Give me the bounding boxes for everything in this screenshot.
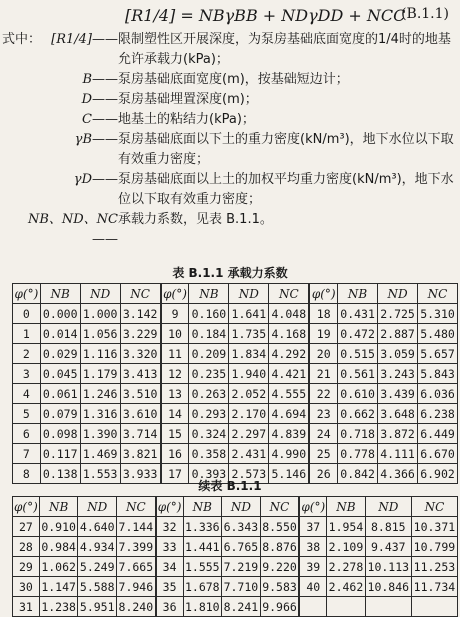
bearing-capacity-table-continued [12,496,458,617]
definition-text: 泵房基础埋置深度(m)； [118,92,258,107]
table-cell: 2.573 [229,464,269,484]
table-cell: 4.111 [378,444,418,464]
table-cell: 1.735 [229,324,269,344]
table-cell: 0.293 [189,404,229,424]
column-header: φ(°) [13,284,41,304]
table-cell: 5.951 [78,597,117,617]
table-cell: 4.990 [269,444,310,464]
table-cell: 30 [13,577,40,597]
column-header: ND [378,284,418,304]
column-header: NB [338,284,378,304]
table-cell: 0.045 [40,364,80,384]
table-cell: 0.358 [189,444,229,464]
column-header: NB [327,497,366,517]
table-cell: 18 [309,304,337,324]
table-cell: 0.235 [189,364,229,384]
table-cell: 0.029 [40,344,80,364]
table-cell: 1.147 [39,577,78,597]
bearing-capacity-table [12,283,458,484]
table-cell: 3.142 [120,304,161,324]
table-cell: 3.320 [120,344,161,364]
table-cell: 1.316 [80,404,120,424]
table-cell: 3.714 [120,424,161,444]
definition-gamma-b [2,130,458,170]
table-cell: 0.431 [338,304,378,324]
column-header: NC [120,284,161,304]
table-cell: 8 [13,464,41,484]
formula-text: [R1/4] = NBγBB + NDγDD + NCC [125,6,406,25]
column-header: ND [222,497,261,517]
table-cell: 0.160 [189,304,229,324]
table-cell: 8.876 [260,537,299,557]
table-cell: 11 [161,344,189,364]
table-cell: 5.249 [78,557,117,577]
table-row [13,404,458,424]
table-cell: 5.843 [418,364,458,384]
table-cell: 7 [13,444,41,464]
definition-coefficients [2,210,458,247]
table-cell: 4.366 [378,464,418,484]
definition-symbol: B—— [82,72,118,87]
table-cell: 9.220 [260,557,299,577]
table-cell: 17 [161,464,189,484]
table-cell: 3.648 [378,404,418,424]
table-cell: 7.399 [117,537,156,557]
definition-d [2,90,458,110]
table-cell: 0.014 [40,324,80,344]
table-cell: 2.278 [327,557,366,577]
table-cell: 1.555 [183,557,222,577]
table-title: 表 B.1.1 承载力系数 [172,266,288,280]
table-cell: 7.144 [117,517,156,537]
column-header: φ(°) [13,497,40,517]
column-header: NC [269,284,310,304]
table-cell: 2.297 [229,424,269,444]
definition-text: 泵房基础底面以下土的重力密度(kN/m³)，地下水位以下取有效重力密度； [118,132,454,167]
column-header: NB [40,284,80,304]
definition-text: 地基土的粘结力(kPa)； [118,112,255,127]
table-cell: 26 [309,464,337,484]
column-header: NB [183,497,222,517]
table-cell: 37 [299,517,326,537]
table-cell: 0.000 [40,304,80,324]
table-cell: 0 [13,304,41,324]
table-cell: 0.718 [338,424,378,444]
table-cell: 4.292 [269,344,310,364]
table-cell: 32 [156,517,183,537]
table-cell: 3.243 [378,364,418,384]
column-header: NC [418,284,458,304]
table-cell: 2.109 [327,537,366,557]
table-cell: 0.079 [40,404,80,424]
definitions-list [2,30,458,247]
definition-r [2,30,458,70]
table-cell: 0.098 [40,424,80,444]
table-cell: 5.480 [418,324,458,344]
table-row [13,444,458,464]
table-cell: 0.610 [338,384,378,404]
table-row [13,324,458,344]
table-cell: 23 [309,404,337,424]
table-cell: 2.170 [229,404,269,424]
column-header: ND [78,497,117,517]
table-cell: 36 [156,597,183,617]
column-header: φ(°) [156,497,183,517]
table-cell: 2.887 [378,324,418,344]
definition-symbol: γB—— [74,132,118,147]
table-cell: 38 [299,537,326,557]
table-cell: 1.390 [80,424,120,444]
table-cell: 27 [13,517,40,537]
table-cell: 29 [13,557,40,577]
table-cell: 28 [13,537,40,557]
table-cell: 10 [161,324,189,344]
table-cell: 1.678 [183,577,222,597]
table-cell: 7.946 [117,577,156,597]
table-cell: 4.934 [78,537,117,557]
table-cell: 6.670 [418,444,458,464]
formula [125,6,455,30]
table-cell: 0.910 [39,517,78,537]
table-cell: 33 [156,537,183,557]
table-cell: 3.059 [378,344,418,364]
column-header: ND [365,497,411,517]
table-cell: 1.469 [80,444,120,464]
table-cell: 6 [13,424,41,444]
table-cell: 5.588 [78,577,117,597]
table-row [13,517,458,537]
table-cell: 0.324 [189,424,229,444]
table-cell: 0.778 [338,444,378,464]
table-cell: 9.437 [365,537,411,557]
table-cell: 3.510 [120,384,161,404]
table-cell: 24 [309,424,337,444]
table-cell: 39 [299,557,326,577]
table-cell: 4.839 [269,424,310,444]
table-cell: 0.117 [40,444,80,464]
table-cell: 9 [161,304,189,324]
table-cell: 2.725 [378,304,418,324]
table-cell: 10.799 [411,537,457,557]
column-header: NB [39,497,78,517]
table-cell: 3.872 [378,424,418,444]
table-cell: 10.846 [365,577,411,597]
table-cell: 5.657 [418,344,458,364]
table-cell: 7.710 [222,577,261,597]
table-cell: 0.515 [338,344,378,364]
definition-symbol: D—— [81,92,118,107]
table-cell: 11.253 [411,557,457,577]
table-cell: 0.061 [40,384,80,404]
table-cell: 4 [13,384,41,404]
table-cell: 1.641 [229,304,269,324]
table-cell: 19 [309,324,337,344]
table-cell: 21 [309,364,337,384]
table-cell: 1.238 [39,597,78,617]
table-cell: 6.765 [222,537,261,557]
table-cell: 1.954 [327,517,366,537]
table-cell: 11.734 [411,577,457,597]
table-cell: 25 [309,444,337,464]
table-cell: 16 [161,444,189,464]
table-cell: 2 [13,344,41,364]
table-cell: 1.246 [80,384,120,404]
table-cell: 9.583 [260,577,299,597]
table-cell: 10.113 [365,557,411,577]
continued-table-title: 续表 B.1.1 [198,479,262,493]
column-header: NC [117,497,156,517]
table-cell: 4.640 [78,517,117,537]
table-cell: 8.241 [222,597,261,617]
table-cell: 9.966 [260,597,299,617]
definition-b [2,70,458,90]
table-cell: 4.421 [269,364,310,384]
table-cell: 4.694 [269,404,310,424]
table-cell: 3.229 [120,324,161,344]
definition-symbol: NB、ND、NC—— [27,212,118,247]
table-cell: 3.439 [378,384,418,404]
table-cell: 35 [156,577,183,597]
definition-symbol: γD—— [73,172,118,187]
table-cell: 2.052 [229,384,269,404]
table-cell: 13 [161,384,189,404]
table-cell: 0.472 [338,324,378,344]
column-header: NC [411,497,457,517]
table-cell: 20 [309,344,337,364]
table-cell: 0.561 [338,364,378,384]
column-header: φ(°) [161,284,189,304]
table-cell: 1.940 [229,364,269,384]
table-row [13,304,458,324]
table-cell: 1.834 [229,344,269,364]
table-cell: 4.168 [269,324,310,344]
table-header-row [13,284,458,304]
table-cell: 6.343 [222,517,261,537]
table-row [13,577,458,597]
table-cell: 5.146 [269,464,310,484]
table-cell: 0.393 [189,464,229,484]
table-cell: 3.933 [120,464,161,484]
table-cell: 15 [161,424,189,444]
definition-text: 泵房基础底面宽度(m)，按基础短边计； [118,72,349,87]
table-cell: 1.336 [183,517,222,537]
table-cell: 12 [161,364,189,384]
table-row [13,344,458,364]
table-cell: 6.238 [418,404,458,424]
table-cell: 6.902 [418,464,458,484]
table-cell: 0.984 [39,537,78,557]
table-cell: 0.263 [189,384,229,404]
table-header-row [13,497,458,517]
column-header: φ(°) [309,284,337,304]
table-cell: 1.553 [80,464,120,484]
table-cell: 4.048 [269,304,310,324]
table-cell: 1.441 [183,537,222,557]
table-cell: 8.240 [117,597,156,617]
table-cell: 4.555 [269,384,310,404]
table-cell: 2.431 [229,444,269,464]
table-cell: 2.462 [327,577,366,597]
column-header: NC [260,497,299,517]
definition-lead: 式中： [2,32,42,47]
table-cell: 31 [13,597,40,617]
table-cell: 3.610 [120,404,161,424]
table-cell: 1.179 [80,364,120,384]
table-cell: 14 [161,404,189,424]
definition-text: 泵房基础底面以上土的加权平均重力密度(kN/m³)，地下水位以下取有效重力密度； [118,172,454,207]
table-cell: 3.413 [120,364,161,384]
table-cell: 5.310 [418,304,458,324]
table-cell: 8.815 [365,517,411,537]
table-cell: 34 [156,557,183,577]
table-cell: 1 [13,324,41,344]
table-row [13,557,458,577]
definition-symbol: [R1/4]—— [51,32,118,47]
table-cell: 0.662 [338,404,378,424]
table-cell: 22 [309,384,337,404]
table-row [13,384,458,404]
table-cell: 6.449 [418,424,458,444]
table-cell: 0.209 [189,344,229,364]
definition-text: 承载力系数，见表 B.1.1。 [118,212,273,227]
table-cell: 0.184 [189,324,229,344]
table-cell: 7.219 [222,557,261,577]
table-cell: 0.842 [338,464,378,484]
column-header: ND [229,284,269,304]
definition-symbol: C—— [82,112,118,127]
table-cell: 0.138 [40,464,80,484]
table-cell: 10.371 [411,517,457,537]
table-cell: 3 [13,364,41,384]
table-cell: 7.665 [117,557,156,577]
table-cell: 1.000 [80,304,120,324]
table-cell: 1.062 [39,557,78,577]
table-row [13,424,458,444]
definition-gamma-d [2,170,458,210]
table-cell: 3.821 [120,444,161,464]
definition-text: 限制塑性区开展深度，为泵房基础底面宽度的1/4时的地基允许承载力(kPa)； [118,32,451,67]
table-cell: 1.810 [183,597,222,617]
table-row [13,364,458,384]
table-cell: 40 [299,577,326,597]
table-cell: 1.116 [80,344,120,364]
definition-c [2,110,458,130]
column-header: NB [189,284,229,304]
column-header: φ(°) [299,497,326,517]
table-cell: 5 [13,404,41,424]
column-header: ND [80,284,120,304]
table-cell: 6.036 [418,384,458,404]
table-cell: 8.550 [260,517,299,537]
equation-number: (B.1.1) [401,6,449,22]
table-row [13,537,458,557]
table-cell: 1.056 [80,324,120,344]
